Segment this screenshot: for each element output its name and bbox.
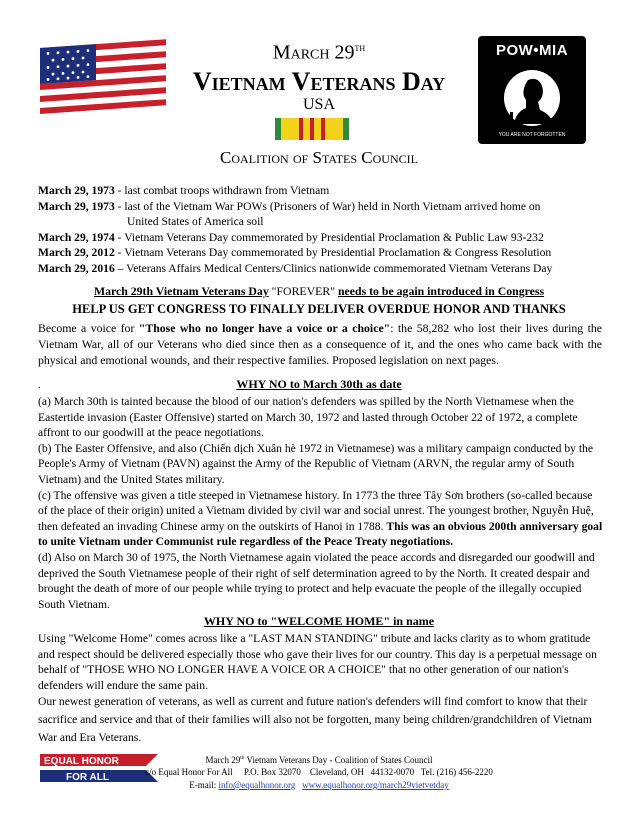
why-march30-body bbox=[38, 394, 604, 612]
vietnam-service-ribbon-icon bbox=[275, 118, 349, 140]
pow-mia-label: POW•MIA bbox=[495, 42, 569, 59]
reason-d: (d) Also on March 30 of 1975, the North Vietnamese again violated the peace accords and disregarded our goodwill and deprived the South Vietnamese people of their right of self determination agreed to by the North. It created despair and brought the death of more of our people while trying to protect and help evacuate the people of the illegally occupied South Vietnam. bbox=[38, 550, 595, 611]
forever-heading: March 29th Vietnam Veterans Day "FOREVER" needs to be again introduced in Congress bbox=[93, 284, 545, 298]
page-title: Vietnam Veterans Day bbox=[192, 67, 446, 96]
welcome-paragraph-1: Using "Welcome Home" comes across like a "LAST MAN STANDING" tribute and lacks clarity as to whom gratitude and respect should be delivered especially those who gave their lives for our country. This day is a perpetual message on behalf of "THOSE WHO NO LONGER HAVE A VOICE OR A CHOICE" that no other generation of our nation's defenders will endure the same pain. bbox=[38, 632, 597, 692]
country-label: USA bbox=[302, 96, 335, 113]
timeline-item: March 29, 2012 - Vietnam Veterans Day commemorated by Presidential Proclamation & Congress Resolution bbox=[38, 246, 552, 259]
why-march30-heading: WHY NO to March 30th as date bbox=[236, 377, 402, 391]
email-link[interactable]: info@equalhonor.org bbox=[218, 780, 296, 790]
intro-paragraph: Become a voice for "Those who no longer have a voice or a choice": the 58,282 who lost their lives during the Vietnam War, all of our Veterans who died since then as a consequence of it, and the ones who came back with the physical and emotional wounds, and their respective families. Proposed legislation on next pages. bbox=[38, 321, 602, 367]
reason-c: (c) The offensive was given a title steeped in Vietnamese history. In 1773 the three Tây Sơn brothers (so-called because of the place of their origin) united a Vietnam divided by civil war and social unrest. The youngest brother, Nguyễn Huệ, then defeated an invading Chinese army on the outskirts of Hanoi in 1788. This was an obvious 200th anniversary goal to unite Vietnam under Communist rule regardless of the Peace Treaty negotiations. bbox=[38, 488, 603, 549]
logo-text-line1: EQUAL HONOR bbox=[44, 756, 119, 767]
timeline-item: March 29, 1974 - Vietnam Veterans Day commemorated by Presidential Proclamation & Public Law 93-232 bbox=[38, 230, 544, 244]
timeline-item-continuation: United States of America soil bbox=[127, 215, 264, 228]
timeline-list bbox=[38, 183, 608, 276]
help-heading: HELP US GET CONGRESS TO FINALLY DELIVER OVERDUE HONOR AND THANKS bbox=[72, 302, 566, 316]
timeline-item: March 29, 1973 - last of the Vietnam War POWs (Prisoners of War) held in North Vietnam arrived home on bbox=[38, 199, 541, 213]
footer-line1: March 29th Vietnam Veterans Day - Coalition of States Council bbox=[205, 755, 433, 765]
logo-text-line2: FOR ALL bbox=[66, 772, 109, 783]
website-link[interactable]: www.equalhonor.org/march29vietvetday bbox=[302, 780, 449, 790]
council-heading: Coalition of States Council bbox=[220, 148, 418, 167]
footer-contact: E-mail: info@equalhonor.org www.equalhonor.org/march29vietvetday bbox=[189, 780, 449, 790]
footer-address: c/o Equal Honor For All P.O. Box 32070 Cleveland, OH 44132-0070 Tel. (216) 456-2220 bbox=[145, 767, 493, 777]
timeline-item: March 29, 2016 – Veterans Affairs Medical Centers/Clinics nationwide commemorated Vietnam Veterans Day bbox=[38, 261, 553, 275]
welcome-paragraph-2: Our newest generation of veterans, as well as current and future nation's defenders will find comfort to know that their sacrifice and service and that of their families will also not be forgotten, many being children/grandchildren of Vietnam War and Era Veterans. bbox=[38, 695, 592, 745]
timeline-item: March 29, 1973 - last combat troops withdrawn from Vietnam bbox=[38, 184, 330, 197]
welcome-home-body bbox=[38, 631, 604, 747]
welcome-home-heading: WHY NO to "WELCOME HOME" in name bbox=[203, 614, 435, 628]
reason-a: (a) March 30th is tainted because the blood of our nation's defenders was spilled by the North Vietnamese when the Eastertide invasion (Easter Offensive) started on March 30, 1972 and lasted through October 22 of 1972, a complete affront to our goodwill at the peace negotiations. bbox=[38, 395, 578, 440]
date-heading: March 29th bbox=[272, 40, 366, 64]
reason-b: (b) The Easter Offensive, and also (Chiến dịch Xuân hè 1972 in Vietnamese) was a military campaign conducted by the People's Army of Vietnam (PAVN) against the Army of the Republic of Vietnam (ARVN, the regular army of South Vietnam) and the United States military. bbox=[38, 441, 593, 486]
bullet-marker: . bbox=[38, 380, 41, 391]
pow-mia-motto: YOU ARE NOT FORGOTTEN bbox=[498, 132, 566, 138]
